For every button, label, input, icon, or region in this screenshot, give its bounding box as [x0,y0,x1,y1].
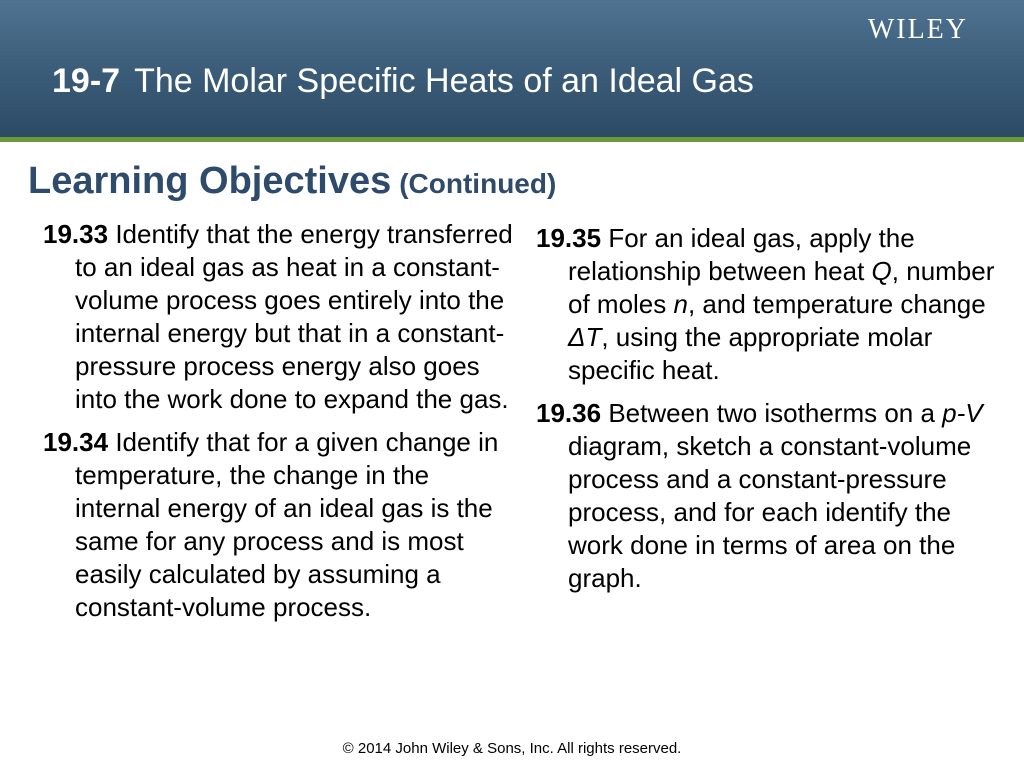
objective-19-33 [43,218,513,416]
objective-text-part: Between two isotherms on a [608,398,943,428]
variable-pv: p-V [942,398,983,428]
objectives-right-column [536,222,996,605]
objective-code: 19.36 [536,398,602,428]
objectives-heading-title: Learning Objectives [28,160,392,202]
variable-heat: Q [871,256,892,286]
objective-text-part: diagram, sketch a constant-volume process and a constant-pressure process, and for each identify the work done in terms of area on the graph. [568,431,972,593]
objective-code: 19.33 [43,219,109,249]
section-number: 19-7 [52,62,121,100]
objective-19-34 [43,426,513,624]
objective-text: Identify that the energy transferred to an ideal gas as heat in a constant-volume process goes entirely into the internal energy but that in a constant-pressure process energy also goes into the work done to expand the gas. [75,219,513,414]
header-divider [0,137,1024,142]
variable-delta-t: ΔT [568,322,602,352]
objective-code: 19.35 [536,223,602,253]
objective-text-part: , using the appropriate molar specific heat. [568,322,933,385]
objectives-heading [28,160,556,203]
logo-text: WILEY [867,14,968,45]
objective-text-part: For an ideal gas, apply the relationship between heat [568,223,915,286]
variable-moles: n [673,289,688,319]
publisher-logo [868,14,968,46]
objectives-left-column [43,218,513,634]
objective-code: 19.34 [43,427,109,457]
objective-text-part: , and temperature change [687,289,986,319]
copyright-footer: © 2014 John Wiley & Sons, Inc. All rights reserved. [342,740,682,757]
slide-title [52,62,754,101]
section-title: The Molar Specific Heats of an Ideal Gas [134,62,754,100]
objective-19-35 [536,222,996,387]
objective-text: Identify that for a given change in temperature, the change in the internal energy of an ideal gas is the same for any process and is most easily calculated by assuming a constant-volume process. [75,427,499,622]
objectives-heading-continued: (Continued) [399,168,557,199]
objective-19-36 [536,397,996,595]
objective-text-part: , number of moles [568,256,995,319]
